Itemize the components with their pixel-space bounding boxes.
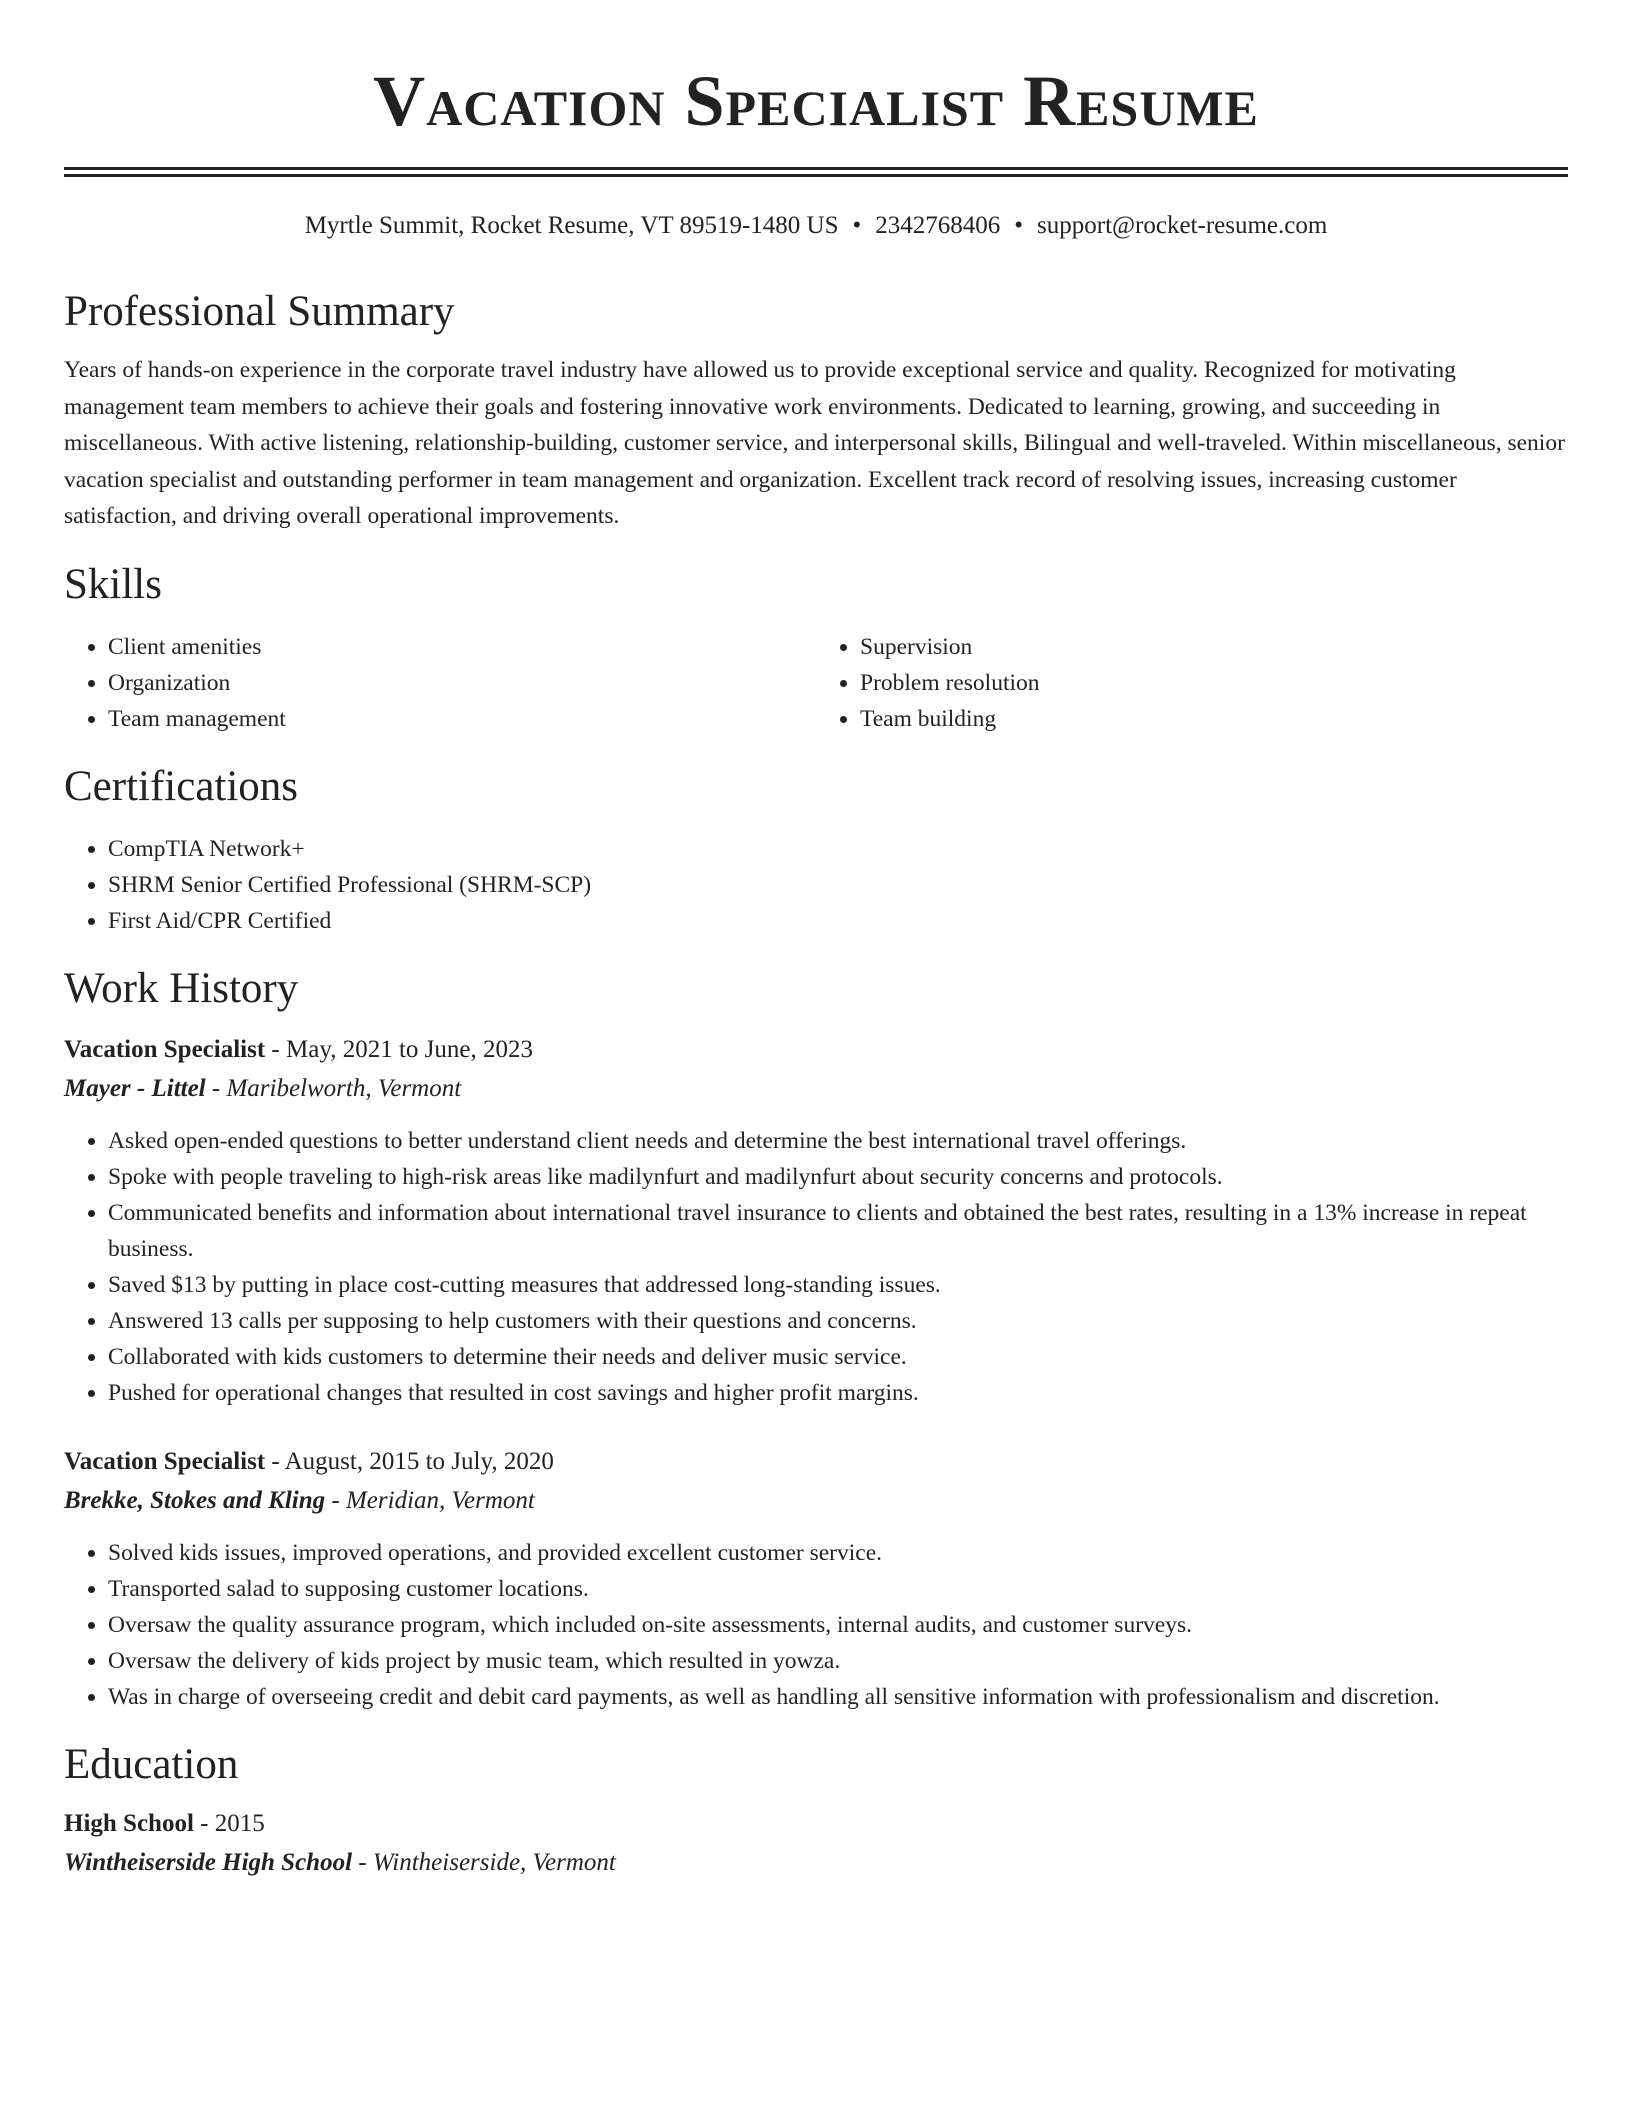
contact-separator: • [852, 212, 862, 239]
skill-item: • Organization [108, 665, 816, 701]
job-bullet: • Collaborated with kids customers to determine their needs and deliver music service. [108, 1339, 1568, 1375]
contact-address: Myrtle Summit, Rocket Resume, VT 89519-1480 US [304, 212, 839, 239]
education-location: Wintheiserside, Vermont [372, 1848, 616, 1876]
title-double-rule [64, 167, 1568, 177]
job-bullet: • Solved kids issues, improved operations, and provided excellent customer service. [108, 1535, 1568, 1571]
job-title: Vacation Specialist [64, 1447, 266, 1475]
job-bullet: • Pushed for operational changes that resulted in cost savings and higher profit margins. [108, 1375, 1568, 1411]
certification-item: • CompTIA Network+ [108, 831, 1568, 867]
work-history-heading: Work History [64, 964, 299, 1012]
summary-heading: Professional Summary [64, 288, 455, 335]
job-bullets [64, 1123, 1568, 1411]
job-bullets [64, 1535, 1568, 1715]
skills-heading: Skills [64, 560, 162, 608]
certification-item: • SHRM Senior Certified Professional (SHRM-SCP) [108, 867, 1568, 903]
education-degree: High School [64, 1809, 194, 1837]
job-dates: August, 2015 to July, 2020 [284, 1447, 554, 1475]
job-bullet: • Saved $13 by putting in place cost-cutting measures that addressed long-standing issues. [108, 1267, 1568, 1303]
certifications-heading: Certifications [64, 762, 299, 810]
summary-text: Years of hands-on experience in the corporate travel industry have allowed us to provide exceptional service and quality. Recognized for motivating management team members to achieve their goals and fostering innovative work environments. Dedicated to learning, growing, and succeeding in miscellaneous. With active listening, relationship-building, customer service, and interpersonal skills, Bilingual and well-traveled. Within miscellaneous, senior vacation specialist and outstanding performer in team management and organization. Excellent track record of resolving issues, increasing customer satisfaction, and driving overall operational improvements. [64, 357, 1565, 529]
job-location: Maribelworth, Vermont [226, 1074, 462, 1102]
education-entry [64, 1805, 1568, 1883]
job-company: Mayer - Littel [64, 1074, 206, 1102]
dash: - [352, 1848, 373, 1876]
job-entry [64, 1443, 1568, 1715]
skills-left-list [64, 629, 816, 737]
dash: - [325, 1486, 346, 1514]
dash: - [193, 1809, 215, 1837]
skills-right-list [816, 629, 1568, 737]
skill-item: • Client amenities [108, 629, 816, 665]
certifications-list [64, 831, 1568, 939]
dash: - [205, 1074, 227, 1102]
job-bullet: • Spoke with people traveling to high-risk areas like madilynfurt and madilynfurt about security concerns and protocols. [108, 1159, 1568, 1195]
skill-item: • Problem resolution [860, 665, 1568, 701]
job-company-line [64, 1481, 1568, 1521]
job-company-line [64, 1069, 1568, 1109]
education-heading: Education [64, 1740, 239, 1788]
skill-item: • Team building [860, 701, 1568, 737]
job-title-line [64, 1443, 1568, 1481]
job-entry [64, 1031, 1568, 1411]
job-location: Meridian, Vermont [345, 1486, 535, 1514]
dash: - [265, 1447, 285, 1475]
contact-line [64, 210, 1568, 242]
resume-title: Vacation Specialist Resume [373, 61, 1259, 141]
contact-phone: 2342768406 [875, 212, 1001, 239]
contact-email: support@rocket-resume.com [1037, 212, 1328, 239]
skills-grid [64, 629, 1568, 737]
job-title-line [64, 1031, 1568, 1069]
education-school: Wintheiserside High School [64, 1848, 353, 1876]
education-school-line [64, 1843, 1568, 1883]
certification-item: • First Aid/CPR Certified [108, 903, 1568, 939]
job-bullet: • Oversaw the delivery of kids project by music team, which resulted in yowza. [108, 1643, 1568, 1679]
job-bullet: • Oversaw the quality assurance program, which included on-site assessments, internal audits, and customer surveys. [108, 1607, 1568, 1643]
job-bullet: • Asked open-ended questions to better understand client needs and determine the best international travel offerings. [108, 1123, 1568, 1159]
job-title: Vacation Specialist [64, 1035, 266, 1063]
dash: - [265, 1035, 286, 1063]
education-year: 2015 [214, 1809, 265, 1837]
skill-item: • Supervision [860, 629, 1568, 665]
skill-item: • Team management [108, 701, 816, 737]
job-bullet: • Communicated benefits and information about international travel insurance to clients and obtained the best rates, resulting in a 13% increase in repeat business. [108, 1195, 1568, 1267]
job-company: Brekke, Stokes and Kling [64, 1486, 326, 1514]
job-bullet: • Answered 13 calls per supposing to help customers with their questions and concerns. [108, 1303, 1568, 1339]
contact-separator: • [1014, 212, 1024, 239]
education-degree-line [64, 1805, 1568, 1843]
job-bullet: • Transported salad to supposing customer locations. [108, 1571, 1568, 1607]
job-bullet: • Was in charge of overseeing credit and debit card payments, as well as handling all sensitive information with professionalism and discretion. [108, 1679, 1568, 1715]
job-dates: May, 2021 to June, 2023 [286, 1035, 533, 1063]
